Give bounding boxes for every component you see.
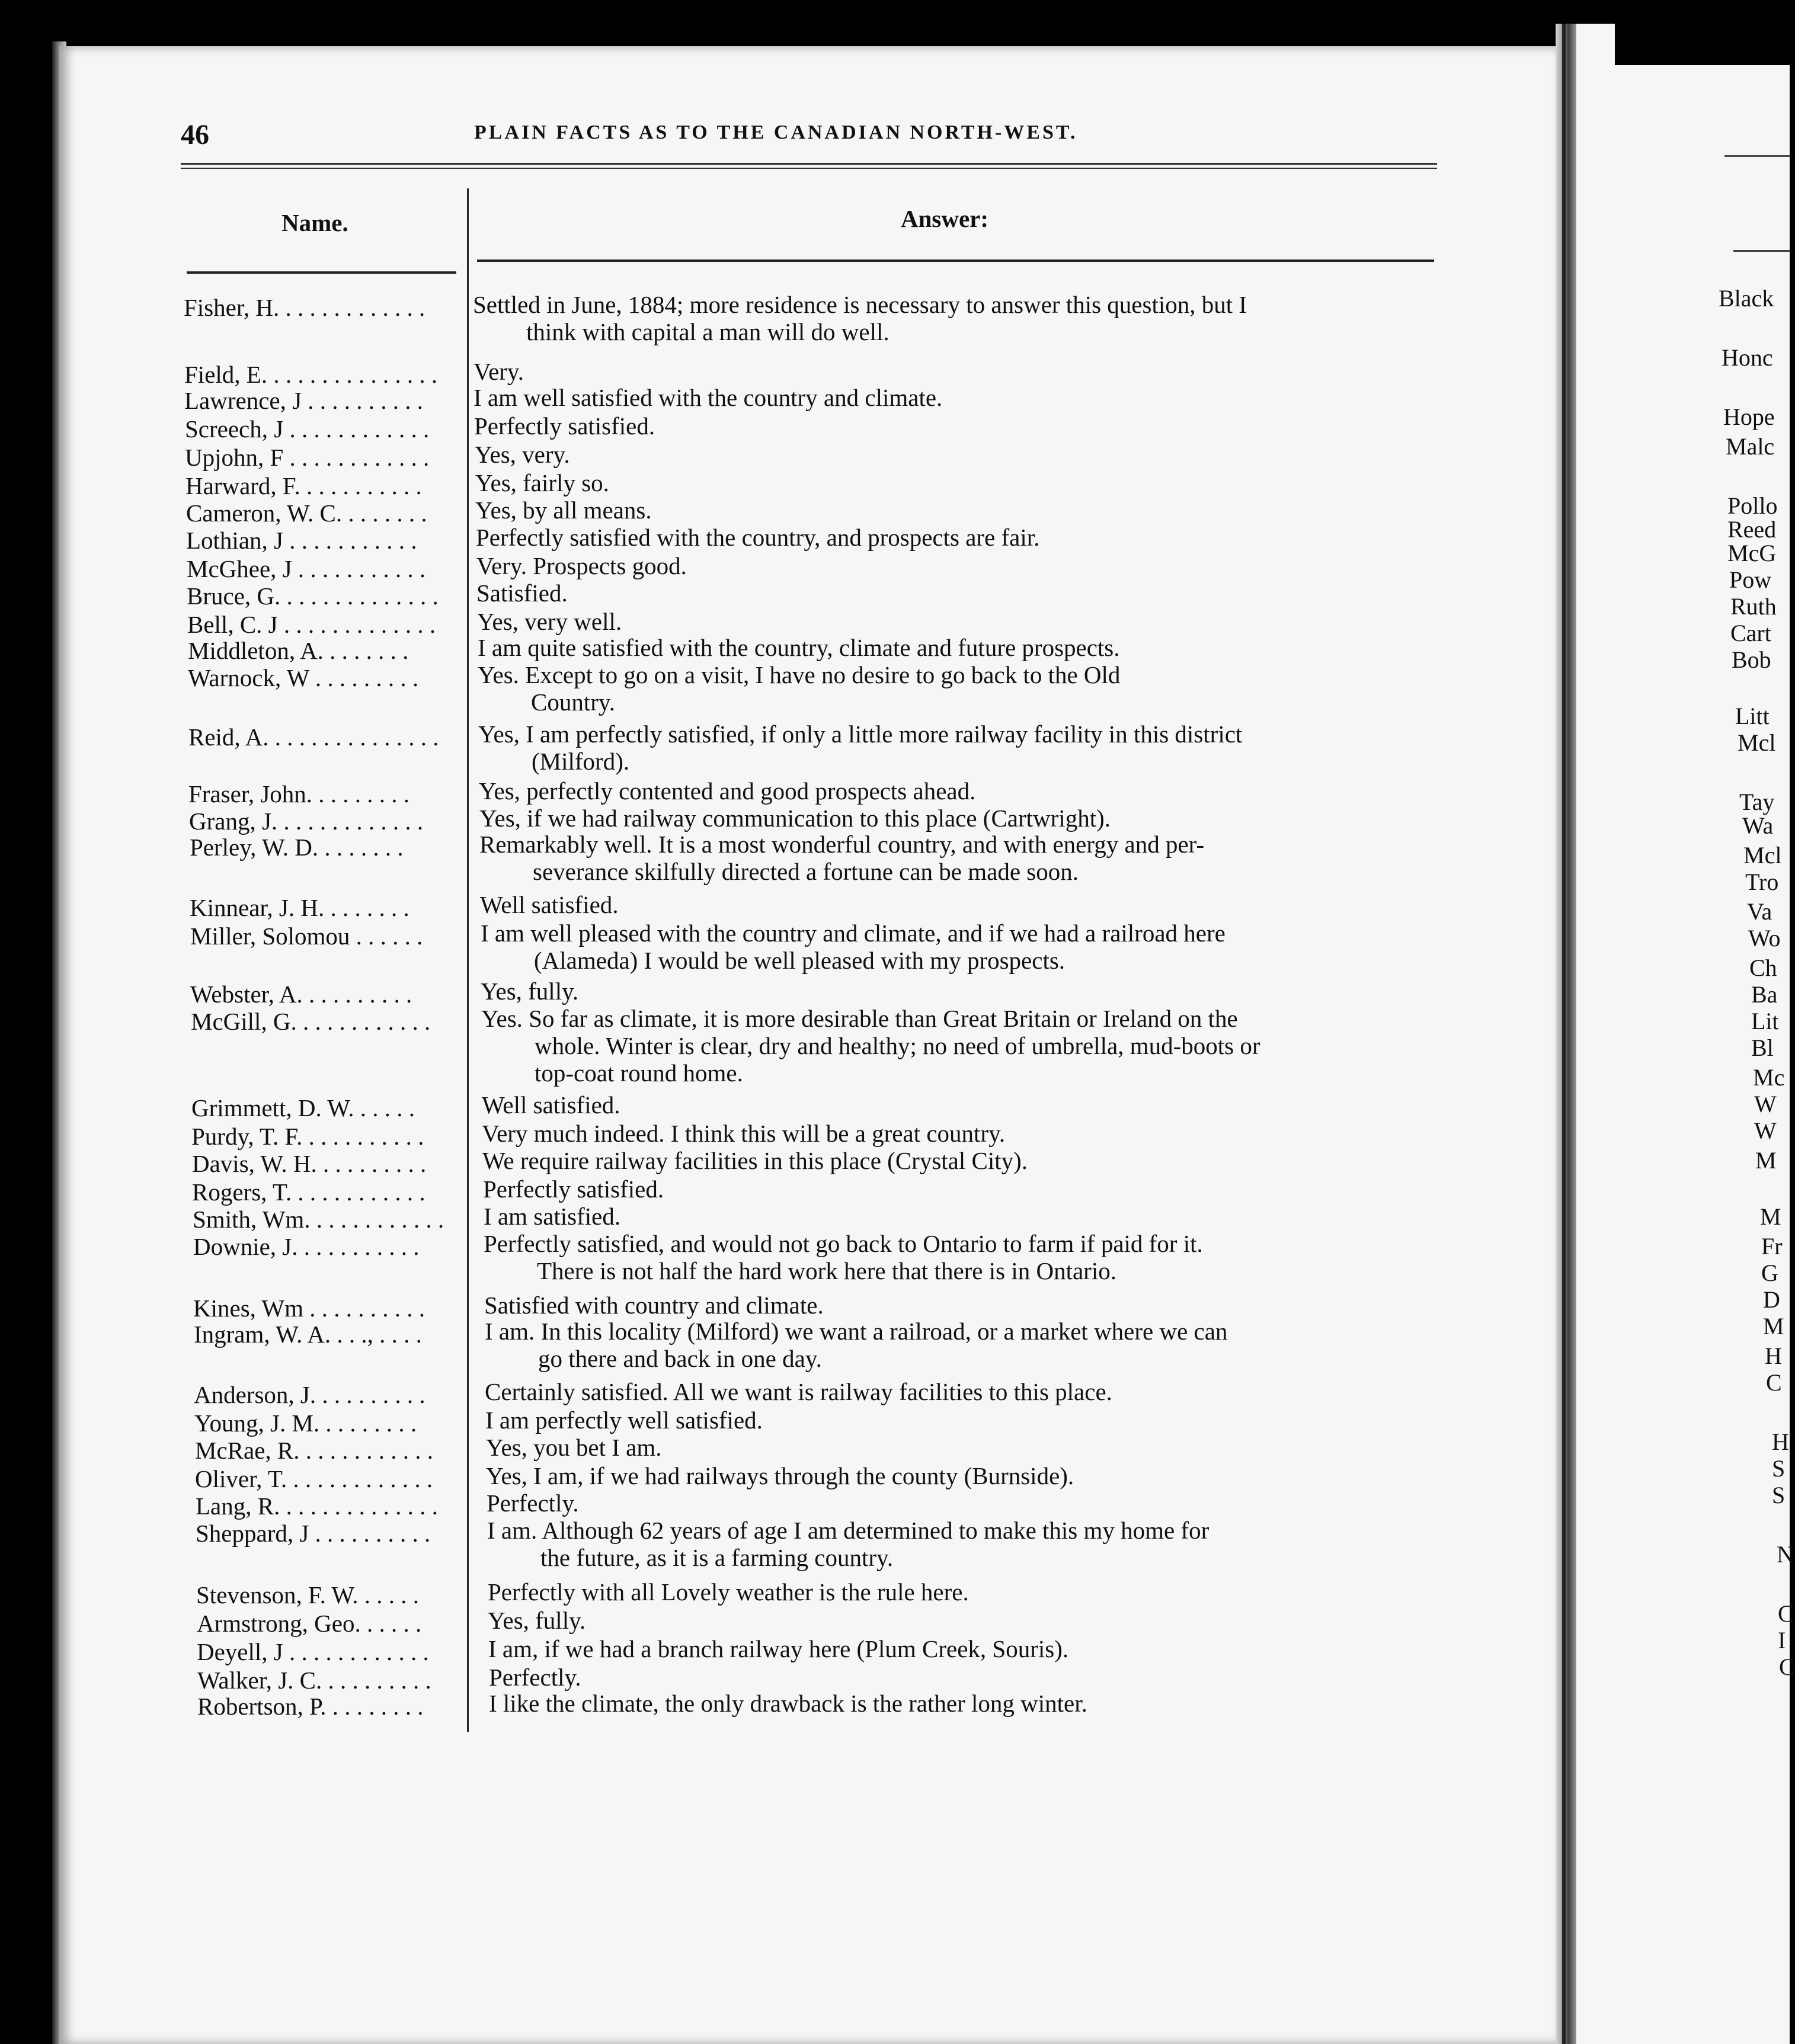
row-answer: [475, 441, 1452, 468]
row-answer: [480, 891, 1458, 918]
answer-line: Perfectly satisfied, and would not go back to Ontario to farm if paid for it.: [484, 1230, 1203, 1257]
row-answer: [478, 634, 1455, 661]
row-name: Bell, C. J . . . . . . . . . . . . .: [187, 611, 436, 638]
facing-page-word: Malc: [1726, 433, 1775, 460]
facing-page-rule: [1733, 250, 1790, 252]
row-answer: [489, 1690, 1467, 1717]
facing-page-word: Cart: [1730, 620, 1771, 646]
row-answer: [482, 1120, 1460, 1147]
row-answer: [484, 1203, 1461, 1230]
row-answer: [484, 1292, 1462, 1319]
facing-page-word: C: [1766, 1369, 1782, 1396]
row-name: Cameron, W. C. . . . . . . .: [186, 499, 427, 527]
row-answer: [481, 920, 1458, 974]
answer-line: I am, if we had a branch railway here (Plum Creek, Souris).: [488, 1635, 1069, 1662]
row-answer: [474, 412, 1452, 440]
facing-page-word: Wo: [1748, 925, 1781, 951]
row-name: Ingram, W. A. . . ., . . . .: [194, 1321, 422, 1348]
answer-line: Yes. Except to go on a visit, I have no desire to go back to the Old: [478, 661, 1121, 688]
answer-line: There is not half the hard work here that there is in Ontario.: [537, 1257, 1116, 1284]
facing-page-word: Ruth: [1730, 593, 1777, 620]
row-answer: [488, 1607, 1466, 1634]
facing-page-word: Ch: [1749, 954, 1777, 981]
row-answer: [475, 469, 1453, 496]
row-answer: [482, 1147, 1460, 1174]
row-name: Grimmett, D. W. . . . . .: [191, 1094, 415, 1122]
row-name: Middleton, A. . . . . . . .: [188, 637, 409, 664]
facing-page-shadow: [1615, 24, 1790, 65]
facing-page-word: D: [1763, 1286, 1780, 1313]
row-answer: [481, 1005, 1459, 1087]
answer-line: Certainly satisfied. All we want is railway facilities to this place.: [485, 1378, 1112, 1405]
answer-line: think with capital a man will do well.: [526, 318, 889, 345]
answer-line: (Alameda) I would be well pleased with my prospects.: [534, 947, 1066, 974]
answer-line: Settled in June, 1884; more residence is necessary to answer this question, but I: [473, 291, 1247, 318]
column-rule-answer: [477, 259, 1434, 262]
row-answer: [482, 1091, 1460, 1119]
row-answer: [483, 1175, 1461, 1203]
answer-line: Well satisfied.: [480, 891, 619, 918]
row-answer: [478, 661, 1455, 716]
answer-line: Yes, fairly so.: [475, 469, 609, 496]
column-heading-answer: Answer:: [901, 205, 989, 232]
answer-line: Yes, very well.: [477, 608, 622, 635]
answer-line: Very much indeed. I think this will be a great country.: [482, 1120, 1006, 1147]
row-name: Perley, W. D. . . . . . . .: [190, 834, 404, 861]
row-answer: [486, 1434, 1464, 1461]
facing-page-word: C: [1778, 1600, 1794, 1627]
facing-page-word: M: [1763, 1313, 1784, 1340]
answer-line: (Milford).: [532, 748, 630, 775]
answer-line: I like the climate, the only drawback is the rather long winter.: [489, 1690, 1087, 1717]
row-name: Purdy, T. F. . . . . . . . . . .: [191, 1123, 424, 1150]
answer-line: severance skilfully directed a fortune can be made soon.: [533, 858, 1079, 885]
answer-line: Yes, I am perfectly satisfied, if only a little more railway facility in this district: [478, 720, 1243, 748]
facing-page-word: Ba: [1751, 981, 1778, 1008]
facing-page-word: Pow: [1729, 566, 1772, 593]
answer-line: Yes, fully.: [481, 978, 579, 1005]
facing-page-word: Pollo: [1727, 492, 1778, 519]
facing-page-word: N: [1777, 1541, 1794, 1568]
answer-line: We require railway facilities in this place (Crystal City).: [482, 1147, 1028, 1174]
row-name: Lothian, J . . . . . . . . . . .: [186, 527, 417, 554]
row-answer: [477, 608, 1455, 635]
facing-page-word: I: [1778, 1627, 1786, 1654]
row-answer: [476, 579, 1454, 607]
row-answer: [489, 1664, 1467, 1691]
row-name: Grang, J. . . . . . . . . . . . .: [189, 808, 424, 835]
answer-line: go there and back in one day.: [538, 1345, 822, 1372]
facing-page-word: Mc: [1753, 1064, 1785, 1091]
answer-line: Yes, you bet I am.: [486, 1434, 662, 1461]
row-answer: [481, 978, 1458, 1005]
answer-line: Yes, if we had railway communication to this place (Cartwright).: [479, 805, 1111, 832]
row-answer: [473, 291, 1451, 345]
answer-line: Yes, fully.: [488, 1607, 586, 1634]
header-rule: [181, 163, 1437, 165]
row-answer: [484, 1230, 1461, 1284]
facing-page-word: C: [1779, 1654, 1795, 1680]
row-name: Young, J. M. . . . . . . . .: [194, 1409, 417, 1437]
answer-line: Satisfied with country and climate.: [484, 1292, 824, 1319]
row-name: Lawrence, J . . . . . . . . . .: [184, 387, 424, 414]
row-name: Davis, W. H. . . . . . . . . .: [192, 1150, 427, 1177]
row-answer: [488, 1578, 1466, 1606]
answer-line: I am well satisfied with the country and climate.: [473, 384, 943, 411]
row-answer: [475, 496, 1453, 524]
row-name: Armstrong, Geo. . . . . .: [197, 1610, 422, 1637]
answer-line: top-coat round home.: [535, 1059, 743, 1087]
facing-page-word: G: [1761, 1260, 1778, 1286]
answer-line: I am. In this locality (Milford) we want a railroad, or a market where we can: [485, 1318, 1228, 1345]
facing-page-word: W: [1754, 1117, 1777, 1144]
facing-page: [1576, 24, 1795, 2044]
row-name: Fraser, John. . . . . . . . .: [188, 780, 410, 808]
row-name: Anderson, J. . . . . . . . . .: [194, 1381, 425, 1408]
answer-line: Satisfied.: [476, 579, 568, 607]
row-name: Bruce, G. . . . . . . . . . . . . .: [187, 582, 439, 610]
facing-page-word: Bob: [1732, 646, 1771, 673]
row-answer: [479, 831, 1457, 885]
row-name: Fisher, H. . . . . . . . . . . . .: [184, 294, 425, 321]
row-name: Downie, J. . . . . . . . . . .: [193, 1233, 420, 1260]
row-answer: [476, 524, 1454, 551]
row-answer: [486, 1462, 1464, 1489]
facing-page-word: Bl: [1751, 1034, 1774, 1061]
row-answer: [473, 358, 1451, 385]
answer-line: Perfectly.: [489, 1664, 581, 1691]
row-answer: [485, 1378, 1463, 1405]
column-heading-name: Name.: [281, 209, 348, 236]
row-name: McGill, G. . . . . . . . . . . .: [191, 1008, 431, 1035]
row-name: Upjohn, F . . . . . . . . . . . .: [185, 444, 430, 471]
binding-gutter-line: [1562, 24, 1566, 2044]
row-name: Stevenson, F. W. . . . . .: [196, 1581, 420, 1609]
answer-line: Yes, by all means.: [475, 496, 652, 524]
row-name: Robertson, P. . . . . . . . .: [197, 1693, 424, 1720]
facing-page-word: S: [1772, 1482, 1786, 1508]
row-name: Rogers, T. . . . . . . . . . . .: [192, 1178, 425, 1206]
answer-line: Perfectly satisfied.: [483, 1175, 664, 1203]
facing-page-word: H: [1772, 1428, 1789, 1455]
row-answer: [479, 777, 1457, 805]
answer-line: Perfectly satisfied.: [474, 412, 655, 440]
facing-page-word: Mcl: [1738, 729, 1776, 756]
header-rule-thin: [181, 168, 1437, 169]
facing-page-word: Honc: [1722, 344, 1773, 371]
facing-page-word: Reed: [1727, 516, 1777, 543]
row-answer: [476, 552, 1454, 579]
row-name: Kinnear, J. H. . . . . . . .: [190, 894, 409, 921]
row-name: Walker, J. C. . . . . . . . . .: [197, 1667, 431, 1694]
answer-line: Yes, very.: [475, 441, 570, 468]
row-name: Warnock, W . . . . . . . . .: [188, 664, 419, 691]
facing-page-rule: [1724, 155, 1790, 157]
row-name: Kines, Wm . . . . . . . . . .: [193, 1295, 425, 1322]
facing-page-word: Lit: [1751, 1008, 1779, 1034]
answer-line: whole. Winter is clear, dry and healthy; no need of umbrella, mud-boots or: [535, 1032, 1260, 1059]
row-name: Miller, Solomou . . . . . .: [190, 922, 423, 950]
row-name: Sheppard, J . . . . . . . . . .: [196, 1520, 431, 1547]
row-answer: [479, 805, 1457, 832]
answer-line: Country.: [531, 688, 615, 716]
column-divider: [467, 188, 469, 1732]
row-name: Lang, R. . . . . . . . . . . . . .: [196, 1492, 438, 1520]
answer-line: I am perfectly well satisfied.: [485, 1407, 763, 1434]
row-answer: [485, 1407, 1463, 1434]
answer-line: Remarkably well. It is a most wonderful country, and with energy and per-: [479, 831, 1205, 858]
answer-line: Very.: [473, 358, 524, 385]
row-name: Smith, Wm. . . . . . . . . . . .: [193, 1206, 444, 1233]
row-name: Webster, A. . . . . . . . . .: [190, 981, 412, 1008]
facing-page-word: M: [1760, 1203, 1781, 1230]
row-name: Harward, F. . . . . . . . . . .: [185, 472, 422, 499]
facing-page-word: Litt: [1735, 703, 1770, 729]
row-answer: [487, 1517, 1465, 1571]
facing-page-word: W: [1754, 1091, 1777, 1117]
row-answer: [473, 384, 1451, 411]
answer-line: Perfectly satisfied with the country, and prospects are fair.: [476, 524, 1040, 551]
facing-page-word: S: [1772, 1455, 1786, 1482]
answer-line: Perfectly with all Lovely weather is the rule here.: [488, 1578, 969, 1606]
facing-page-word: H: [1765, 1343, 1782, 1369]
page-number: 46: [181, 119, 209, 150]
facing-page-word: Fr: [1761, 1233, 1783, 1260]
answer-line: Very. Prospects good.: [476, 552, 687, 579]
row-name: Oliver, T. . . . . . . . . . . . .: [195, 1465, 433, 1492]
facing-page-word: Mcl: [1743, 842, 1782, 869]
facing-page-word: Tro: [1745, 869, 1779, 895]
answer-line: I am. Although 62 years of age I am determined to make this my home for: [487, 1517, 1210, 1544]
answer-line: I am well pleased with the country and climate, and if we had a railroad here: [481, 920, 1226, 947]
facing-page-word: Wa: [1742, 812, 1774, 839]
row-name: Deyell, J . . . . . . . . . . . .: [197, 1638, 429, 1665]
row-answer: [488, 1635, 1466, 1662]
facing-page-word: Hope: [1723, 403, 1775, 430]
row-name: Field, E. . . . . . . . . . . . . . .: [184, 361, 438, 388]
answer-line: Perfectly.: [487, 1489, 579, 1517]
row-answer: [478, 720, 1456, 775]
answer-line: Yes, I am, if we had railways through the county (Burnside).: [486, 1462, 1074, 1489]
answer-line: the future, as it is a farming country.: [540, 1544, 894, 1571]
answer-line: Yes, perfectly contented and good prospects ahead.: [479, 777, 976, 805]
facing-page-word: Va: [1747, 898, 1772, 925]
facing-page-word: McG: [1727, 540, 1777, 566]
answer-line: I am satisfied.: [484, 1203, 621, 1230]
column-rule-name: [187, 271, 456, 274]
answer-line: I am quite satisfied with the country, climate and future prospects.: [478, 634, 1120, 661]
answer-line: Well satisfied.: [482, 1091, 620, 1119]
row-name: Screech, J . . . . . . . . . . . .: [185, 415, 430, 443]
facing-page-word: Black: [1719, 285, 1774, 312]
facing-page-word: Tay: [1739, 789, 1775, 815]
row-name: McGhee, J . . . . . . . . . . .: [187, 555, 426, 582]
facing-page-word: M: [1755, 1147, 1777, 1174]
row-name: Reid, A. . . . . . . . . . . . . . .: [188, 723, 439, 751]
running-head: PLAIN FACTS AS TO THE CANADIAN NORTH-WEST.: [474, 121, 1078, 143]
row-name: McRae, R. . . . . . . . . . . .: [195, 1437, 433, 1464]
row-answer: [487, 1489, 1464, 1517]
answer-line: Yes. So far as climate, it is more desirable than Great Britain or Ireland on the: [481, 1005, 1238, 1032]
row-answer: [485, 1318, 1463, 1372]
book-binding: [1556, 24, 1576, 2044]
